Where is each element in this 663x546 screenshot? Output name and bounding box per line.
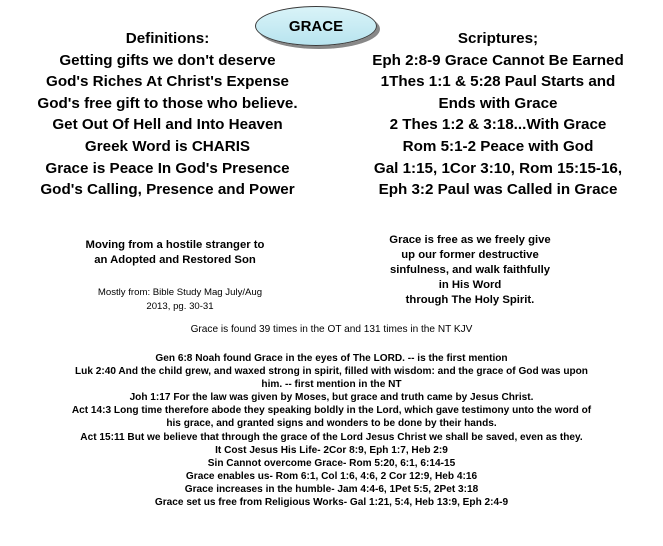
definition-item: Grace is Peace In God's Presence — [45, 159, 290, 177]
moving-line: an Adopted and Restored Son — [94, 254, 256, 266]
scripture-item: Eph 3:2 Paul was Called in Grace — [378, 181, 618, 199]
definitions-section — [0, 28, 335, 201]
definition-item: God's free gift to those who believe. — [37, 94, 298, 112]
scripture-item: Eph 2:8-9 Grace Cannot Be Earned — [372, 51, 624, 69]
count-line: Grace is found 39 times in the OT and 131 times in the NT KJV — [190, 324, 473, 335]
reference-line: his grace, and granted signs and wonders to be done by their hands. — [166, 418, 497, 430]
reference-line: him. -- first mention in the NT — [261, 379, 402, 391]
definition-item: God's Riches At Christ's Expense — [46, 73, 289, 91]
source-line: Mostly from: Bible Study Mag July/Aug — [97, 287, 263, 298]
moving-note — [40, 238, 310, 268]
source-note — [60, 286, 300, 313]
scripture-item: Gal 1:15, 1Cor 3:10, Rom 15:15-16, — [373, 159, 623, 177]
free-note — [340, 233, 600, 308]
definition-item: Getting gifts we don't deserve — [59, 51, 276, 69]
scriptures-section — [335, 28, 661, 201]
scripture-item: 2 Thes 1:2 & 3:18...With Grace — [389, 116, 607, 134]
reference-line: Gen 6:8 Noah found Grace in the eyes of The LORD. -- is the first mention — [155, 353, 508, 364]
definition-item: God's Calling, Presence and Power — [40, 181, 295, 199]
reference-line: Sin Cannot overcome Grace- Rom 5:20, 6:1, 6:14-15 — [207, 457, 456, 469]
reference-line: It Cost Jesus His Life- 2Cor 8:9, Eph 1:7, Heb 2:9 — [215, 444, 448, 456]
reference-line: Joh 1:17 For the law was given by Moses, but grace and truth came by Jesus Christ. — [129, 392, 534, 404]
occurrence-count — [0, 323, 663, 336]
free-line: Grace is free as we freely give — [389, 234, 551, 246]
definition-item: Get Out Of Hell and Into Heaven — [52, 116, 283, 134]
definitions-heading: Definitions: — [125, 30, 210, 47]
scriptures-heading: Scriptures; — [457, 30, 539, 47]
reference-line: Act 15:11 But we believe that through the grace of the Lord Jesus Christ we shall be saved, even as they. — [80, 431, 583, 443]
reference-line: Act 14:3 Long time therefore abode they speaking boldly in the Lord, which gave testimony unto the word of — [71, 405, 592, 417]
scripture-item: 1Thes 1:1 & 5:28 Paul Starts and — [380, 73, 616, 91]
reference-line: Luk 2:40 And the child grew, and waxed strong in spirit, filled with wisdom: and the grace of God was upon — [75, 366, 588, 378]
definition-item: Greek Word is CHARIS — [84, 137, 251, 155]
reference-line: Grace set us free from Religious Works- Gal 1:21, 5:4, Heb 13:9, Eph 2:4-9 — [154, 497, 509, 509]
page-title: GRACE — [288, 17, 344, 35]
reference-list — [0, 352, 663, 509]
reference-line: Grace enables us- Rom 6:1, Col 1:6, 4:6, 2 Cor 12:9, Heb 4:16 — [185, 470, 478, 482]
moving-line: Moving from a hostile stranger to — [85, 239, 265, 251]
scripture-item: Ends with Grace — [438, 94, 558, 112]
free-line: up our former destructive — [401, 249, 539, 261]
scripture-item: Rom 5:1-2 Peace with God — [402, 137, 594, 155]
free-line: in His Word — [438, 279, 502, 291]
free-line: sinfulness, and walk faithfully — [389, 264, 551, 276]
reference-line: Grace increases in the humble- Jam 4:4-6, 1Pet 5:5, 2Pet 3:18 — [184, 483, 479, 495]
source-line: 2013, pg. 30-31 — [146, 300, 214, 312]
free-line: through The Holy Spirit. — [405, 294, 535, 306]
